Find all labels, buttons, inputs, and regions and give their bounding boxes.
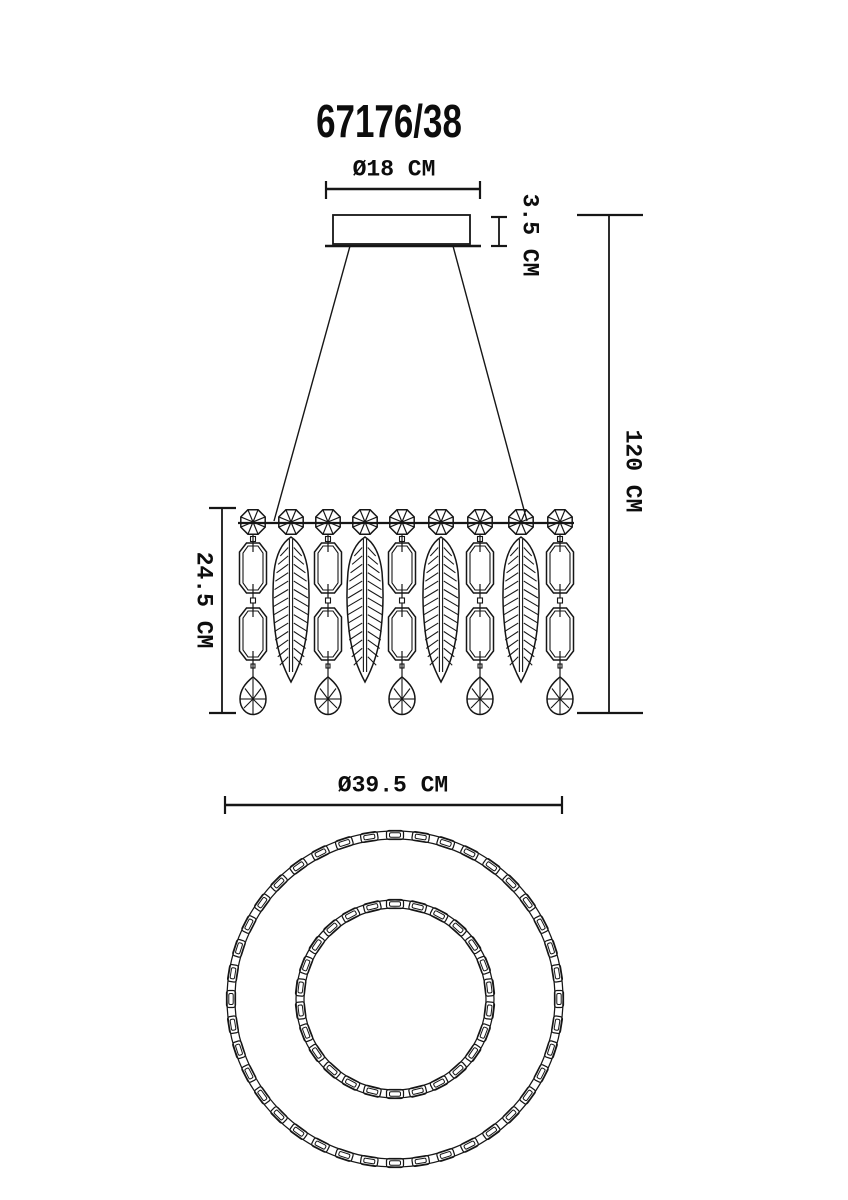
ring-crystal [544, 1040, 558, 1059]
dimension-lines [209, 181, 646, 814]
suspension-cables [274, 246, 527, 521]
ring-crystal [460, 845, 479, 861]
teardrop-crystal [389, 677, 415, 715]
ring-crystal [436, 1148, 455, 1162]
dim-label-canopy-diameter: Ø18 CM [352, 156, 436, 183]
dim-label-overall-height: 120 CM [619, 429, 646, 513]
feather-crystal [423, 537, 459, 682]
canopy [325, 215, 481, 246]
ring-crystal [360, 1155, 378, 1167]
ring-crystal [551, 964, 563, 982]
dim-label-body-diameter: Ø39.5 CM [337, 772, 449, 799]
ring-crystal [482, 1123, 501, 1140]
ring-crystal [241, 1064, 257, 1083]
ring-crystal [289, 1123, 308, 1140]
ring-crystal [311, 845, 330, 861]
teardrop-crystal [467, 677, 493, 715]
ring-crystal [289, 858, 308, 875]
ring-crystal [429, 907, 448, 923]
ring-crystal [227, 964, 239, 982]
ring-crystal [299, 1023, 313, 1042]
ring-crystal [270, 874, 288, 892]
ring-crystal [387, 831, 404, 840]
ring-crystal [232, 939, 246, 958]
dim-label-canopy-height: 3.5 CM [516, 193, 543, 277]
ring-crystal [436, 836, 455, 850]
ring-crystal [387, 1159, 404, 1168]
feather-crystal [503, 537, 539, 682]
ring-crystal [270, 1106, 288, 1124]
ring-crystal [254, 1086, 271, 1105]
ring-crystal [551, 1016, 563, 1034]
ring-crystal [311, 1137, 330, 1153]
ring-crystal [412, 1155, 430, 1167]
ring-crystal [232, 1040, 246, 1059]
ring-crystal [477, 956, 491, 975]
ring-crystal [241, 915, 257, 934]
ring-crystal [323, 1061, 342, 1079]
ring-crystal [502, 1106, 520, 1124]
feather-crystal [273, 537, 309, 682]
crystal-bead-strand [547, 535, 574, 715]
ring-crystal [360, 831, 378, 843]
ring-crystal [412, 831, 430, 843]
dim-label-body-height: 24.5 CM [190, 551, 217, 649]
ring-crystal [335, 1148, 354, 1162]
ring-crystal [544, 939, 558, 958]
ring-crystal [449, 1061, 468, 1079]
ring-crystal [323, 919, 342, 937]
top-view [227, 831, 564, 1168]
ring-crystal [387, 1090, 404, 1099]
ring-crystal [429, 1075, 448, 1091]
ring-crystal [519, 893, 536, 912]
ring-crystal [555, 991, 564, 1008]
ring-crystal [533, 915, 549, 934]
teardrop-crystal [240, 677, 266, 715]
ring-crystal [533, 1064, 549, 1083]
crystal-bead-strand [467, 535, 494, 715]
ring-crystal [227, 1016, 239, 1034]
side-view [238, 215, 574, 715]
crystal-bead-strand [240, 535, 267, 715]
model-number: 67176/38 [316, 95, 462, 147]
ring-crystal [254, 893, 271, 912]
feather-crystal [347, 537, 383, 682]
crystal-bead-strand [315, 535, 342, 715]
crystal-bead-strand [389, 535, 416, 715]
ring-crystal [335, 836, 354, 850]
ring-crystal [363, 900, 382, 913]
ring-crystal [477, 1023, 491, 1042]
teardrop-crystal [547, 677, 573, 715]
ring-crystal [299, 956, 313, 975]
ring-crystal [482, 858, 501, 875]
ring-crystal [408, 1085, 427, 1098]
ring-crystal [502, 874, 520, 892]
outer-crystal-ring [227, 831, 564, 1168]
ring-crystal [227, 991, 236, 1008]
teardrop-crystal [315, 677, 341, 715]
ring-crystal [341, 907, 360, 923]
ring-crystal [460, 1137, 479, 1153]
ring-crystal [363, 1085, 382, 1098]
ring-crystal [449, 919, 468, 937]
ring-crystal [408, 900, 427, 913]
ring-crystal [387, 900, 404, 909]
ring-crystal [341, 1075, 360, 1091]
ring-crystal [519, 1086, 536, 1105]
